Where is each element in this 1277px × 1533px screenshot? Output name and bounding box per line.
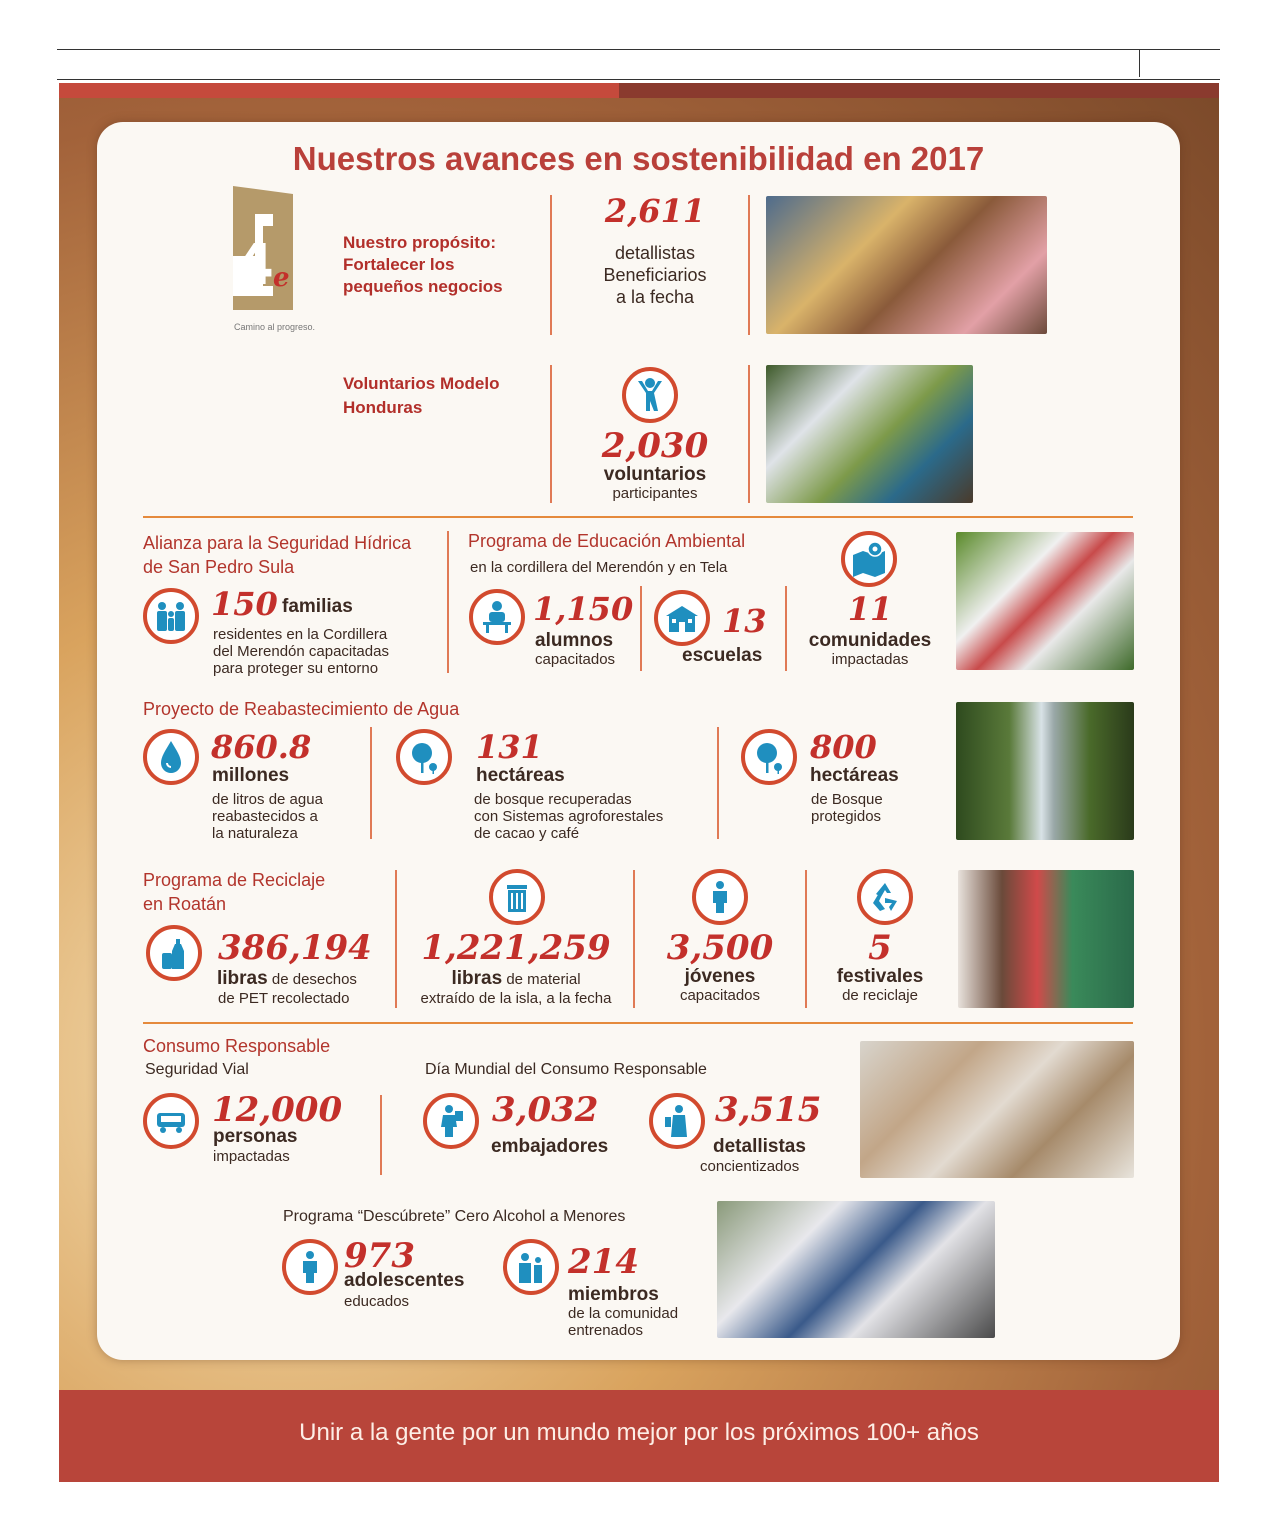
- escuelas-unit: escuelas: [682, 645, 763, 666]
- divider: [748, 365, 750, 503]
- det-desc: concientizados: [700, 1158, 800, 1175]
- photo-volunteers: [766, 365, 973, 503]
- voluntarios-label: [343, 372, 499, 420]
- hect2-unit: hectáreas: [810, 765, 899, 786]
- hect1-desc-1: de bosque recuperadas: [474, 791, 632, 808]
- educacion-header: Programa de Educación Ambiental: [468, 531, 746, 551]
- proposito-label-1: Nuestro propósito:: [343, 233, 496, 252]
- det-value: 3,515: [715, 1090, 822, 1130]
- divider: [805, 870, 807, 1008]
- jov-desc: capacitados: [679, 987, 761, 1004]
- pet-desc-2: de PET recolectado: [218, 990, 350, 1007]
- svg-text:e: e: [273, 263, 290, 293]
- litros-value: 860.8: [211, 728, 312, 766]
- section-divider: [143, 516, 1133, 518]
- recycle-icon: [857, 869, 913, 925]
- jov-unit: jóvenes: [684, 966, 756, 987]
- divider: [370, 727, 372, 839]
- agua-header: Proyecto de Reabastecimiento de Agua: [143, 699, 460, 719]
- hect2-desc: [811, 791, 883, 825]
- divider: [785, 586, 787, 671]
- divider: [748, 195, 750, 335]
- educacion-subheader: en la cordillera del Merendón y en Tela: [470, 559, 728, 576]
- proposito-value: 2,611: [604, 192, 706, 230]
- consumo-sub-2: Día Mundial del Consumo Responsable: [425, 1061, 707, 1078]
- det-unit: detallistas: [713, 1136, 806, 1157]
- mie-unit: miembros: [568, 1284, 659, 1305]
- reciclaje-header-2: en Roatán: [143, 894, 227, 914]
- proposito-label: [343, 232, 503, 298]
- family-icon: [143, 588, 199, 644]
- alianza-header: [143, 531, 411, 579]
- litros-desc: [212, 791, 323, 842]
- map-pin-icon: [841, 531, 897, 587]
- person-icon: [692, 869, 748, 925]
- photo-group: [860, 1041, 1134, 1178]
- litros-unit: millones: [212, 765, 290, 786]
- mat-desc-2: extraído de la isla, a la fecha: [420, 990, 612, 1007]
- litros-desc-1: de litros de agua: [212, 791, 323, 808]
- top-rule-tick: [1139, 49, 1140, 77]
- proposito-desc-2: Beneficiarios: [603, 265, 707, 285]
- voluntarios-label-2: Honduras: [343, 398, 423, 417]
- pet-line: [217, 968, 357, 990]
- jov-value: 3,500: [666, 928, 774, 968]
- alianza-desc: [213, 626, 389, 677]
- voluntarios-label-1: Voluntarios Modelo: [343, 374, 500, 393]
- personas-value: 12,000: [212, 1090, 343, 1130]
- adol-unit: adolescentes: [344, 1270, 465, 1291]
- page-title: Nuestros avances en sostenibilidad en 2017: [292, 140, 985, 177]
- divider: [550, 365, 552, 503]
- escuelas-value: 13: [722, 602, 767, 640]
- fest-unit: festivales: [836, 966, 924, 987]
- divider: [380, 1095, 382, 1175]
- trash-can-icon: [489, 869, 545, 925]
- mat-desc-1: de material: [502, 971, 581, 988]
- retailer-icon: [649, 1093, 705, 1149]
- tree-icon: [741, 729, 797, 785]
- divider: [447, 531, 449, 673]
- teen-icon: [282, 1239, 338, 1295]
- voluntarios-unit: voluntarios: [603, 464, 707, 485]
- alumnos-unit: alumnos: [535, 630, 614, 651]
- hect2-desc-2: protegidos: [811, 808, 882, 825]
- divider: [395, 870, 397, 1008]
- divider: [640, 586, 642, 671]
- logo: [233, 186, 309, 310]
- fest-desc: de reciclaje: [842, 987, 918, 1004]
- hect2-value: 800: [810, 728, 877, 766]
- comunidades-unit: comunidades: [808, 630, 932, 651]
- mat-value: 1,221,259: [421, 928, 611, 968]
- pet-desc-1: de desechos: [267, 971, 357, 988]
- mie-desc: [568, 1305, 678, 1339]
- alumnos-desc: capacitados: [535, 651, 616, 668]
- personas-desc: impactadas: [213, 1148, 290, 1165]
- hect2-desc-1: de Bosque: [811, 791, 883, 808]
- hect1-value: 131: [476, 728, 543, 766]
- bottle-icon: [146, 925, 202, 981]
- divider: [717, 727, 719, 839]
- alianza-unit: familias: [282, 596, 353, 617]
- top-rule-2: [57, 79, 1220, 80]
- voluntarios-value: 2,030: [601, 426, 709, 466]
- reciclaje-header-1: Programa de Reciclaje: [143, 870, 326, 890]
- proposito-label-2: Fortalecer los: [343, 255, 455, 274]
- pet-value: 386,194: [218, 928, 372, 968]
- alumnos-value: 1,150: [533, 590, 634, 628]
- pet-unit: libras: [217, 968, 268, 989]
- descubrete-header: Programa “Descúbrete” Cero Alcohol a Menores: [283, 1208, 626, 1225]
- comunidades-desc: impactadas: [831, 651, 909, 668]
- proposito-desc: [560, 242, 750, 308]
- mie-desc-2: entrenados: [568, 1322, 644, 1339]
- photo-students: [956, 532, 1134, 670]
- photo-waterfall: [956, 702, 1134, 840]
- hect1-desc: [474, 791, 663, 842]
- alianza-desc-2: del Merendón capacitadas: [213, 643, 389, 660]
- reciclaje-header: [143, 868, 325, 916]
- mie-desc-1: de la comunidad: [568, 1305, 679, 1322]
- litros-desc-3: la naturaleza: [212, 825, 298, 842]
- volunteer-icon: [622, 367, 678, 423]
- voluntarios-desc: participantes: [612, 485, 698, 502]
- divider: [633, 870, 635, 1008]
- top-bar-left: [59, 83, 619, 98]
- car-icon: [143, 1093, 199, 1149]
- tree-icon: [396, 729, 452, 785]
- alianza-desc-1: residentes en la Cordillera: [213, 626, 388, 643]
- litros-desc-2: reabastecidos a: [212, 808, 318, 825]
- consumo-sub-1: Seguridad Vial: [145, 1061, 249, 1078]
- comunidades-value: 11: [847, 590, 893, 628]
- alianza-value: 150: [211, 585, 278, 623]
- svg-text:4: 4: [235, 233, 274, 298]
- photo-recycling-wall: [958, 870, 1134, 1008]
- student-icon: [469, 589, 525, 645]
- section-divider: [143, 1022, 1133, 1024]
- adol-desc: educados: [344, 1293, 410, 1310]
- mie-value: 214: [568, 1242, 639, 1282]
- proposito-desc-3: a la fecha: [615, 287, 695, 307]
- school-icon: [654, 590, 710, 646]
- hect1-desc-2: con Sistemas agroforestales: [474, 808, 664, 825]
- alianza-desc-3: para proteger su entorno: [213, 660, 379, 677]
- water-drop-icon: [143, 729, 199, 785]
- community-icon: [503, 1239, 559, 1295]
- consumo-header: Consumo Responsable: [143, 1036, 331, 1056]
- footer-slogan: Unir a la gente por un mundo mejor por los próximos 100+ años: [299, 1419, 979, 1446]
- fest-value: 5: [868, 928, 892, 968]
- emb-value: 3,032: [492, 1090, 599, 1130]
- proposito-desc-1: detallistas: [614, 243, 696, 263]
- photo-shopkeeper: [766, 196, 1047, 334]
- mat-unit: libras: [451, 968, 503, 989]
- personas-unit: personas: [213, 1126, 298, 1147]
- photo-classroom: [717, 1201, 995, 1338]
- alianza-header-2: de San Pedro Sula: [143, 557, 295, 577]
- proposito-label-3: pequeños negocios: [343, 277, 503, 296]
- emb-unit: embajadores: [491, 1136, 609, 1157]
- top-rule: [57, 49, 1220, 50]
- alianza-header-1: Alianza para la Seguridad Hídrica: [143, 533, 412, 553]
- hect1-unit: hectáreas: [476, 765, 565, 786]
- divider: [550, 195, 552, 335]
- hect1-desc-3: de cacao y café: [474, 825, 580, 842]
- adol-value: 973: [344, 1236, 415, 1276]
- ambassador-icon: [423, 1093, 479, 1149]
- logo-tagline: Camino al progreso.: [234, 322, 316, 332]
- top-bar-right: [619, 83, 1219, 98]
- mat-line: [405, 968, 627, 990]
